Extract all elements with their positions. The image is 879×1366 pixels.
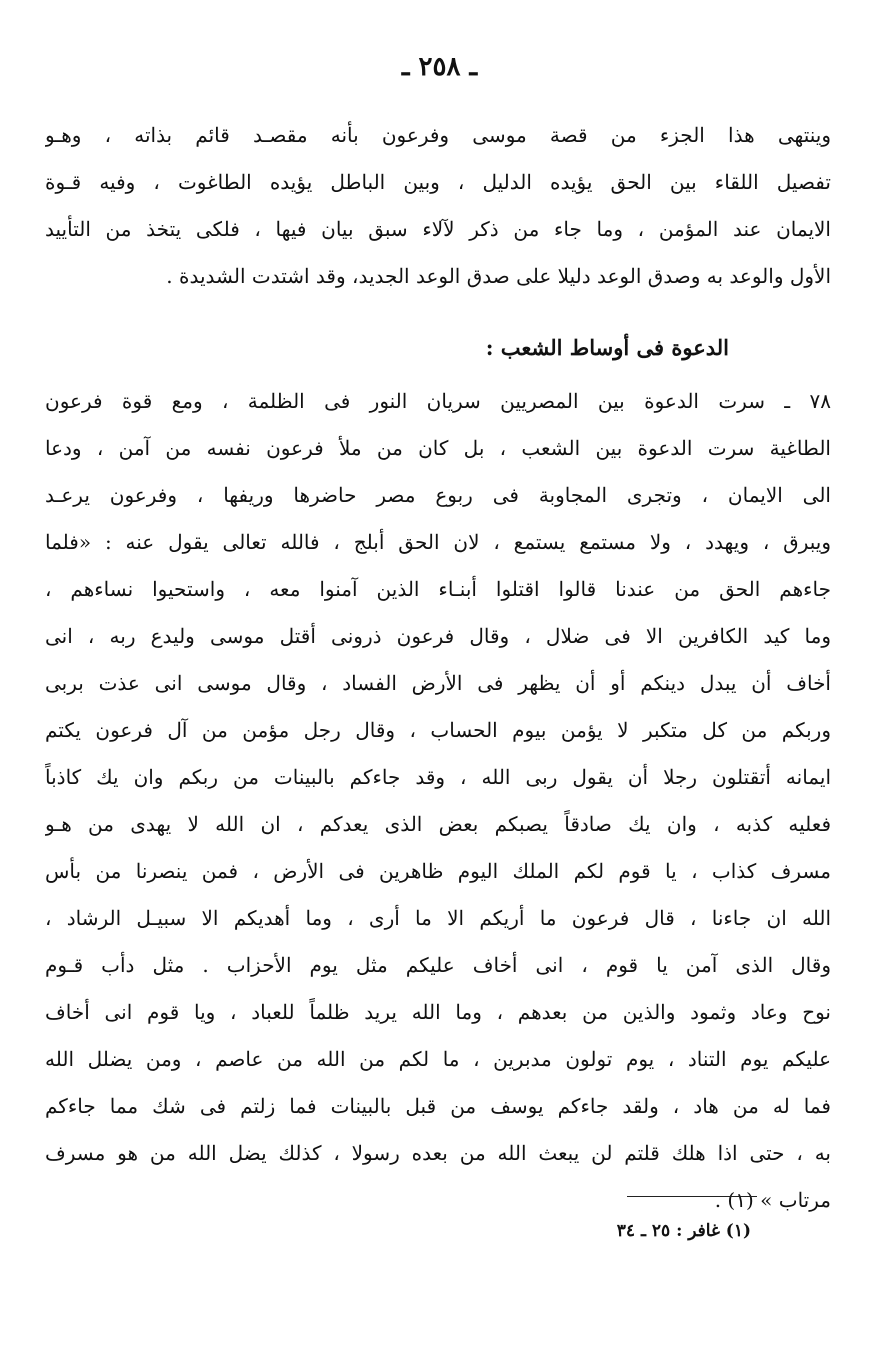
section-heading: الدعوة فى أوساط الشعب :: [485, 335, 729, 360]
paragraph-line: به ، حتى اذا هلك قلتم لن يبعث الله من بعده رسولا ، كذلك يضل الله من هو مسرف: [45, 1141, 831, 1165]
paragraph-line: ويبرق ، ويهدد ، ولا مستمع يستمع ، لان الحق أبلج ، فالله تعالى يقول عنه : «فلما: [45, 530, 831, 554]
paragraph-line: وما كيد الكافرين الا فى ضلال ، وقال فرعون ذرونى أقتل موسى وليدع ربه ، انى: [45, 624, 831, 648]
paragraph-line: الايمان عند المؤمن ، وما جاء من ذكر لآلاء سبق بيان فيها ، فلكى يتخذ من التأييد: [45, 217, 831, 241]
paragraph-line: نوح وعاد وثمود والذين من بعدهم ، وما الله يريد ظلماً للعباد ، ويا قوم انى أخاف: [45, 1000, 831, 1024]
footnote: (١) غافر : ٢٥ ـ ٣٤: [616, 1221, 751, 1241]
paragraph-line: ايمانه أتقتلون رجلا أن يقول ربى الله ، وقد جاءكم بالبينات من ربكم وان يك كاذباً: [45, 765, 831, 789]
paragraph-line: وينتهى هذا الجزء من قصة موسى وفرعون بأنه مقصـد قائم بذاته ، وهـو: [45, 123, 831, 147]
paragraph-line: فعليه كذبه ، وان يك صادقاً يصبكم بعض الذى يعدكم ، ان الله لا يهدى من هـو: [45, 812, 831, 836]
paragraph-line: أخاف أن يبدل دينكم أو أن يظهر فى الأرض الفساد ، وقال موسى انى عذت بربى: [45, 671, 831, 695]
paragraph-section-78: [45, 378, 831, 1224]
paragraph-line: وربكم من كل متكبر لا يؤمن بيوم الحساب ، وقال رجل مؤمن من آل فرعون يكتم: [45, 718, 831, 742]
footnote-separator: [627, 1196, 757, 1197]
paragraph-line: الى الايمان ، وتجرى المجاوبة فى ربوع مصر حاضرها وريفها ، وفرعون يرعـد: [45, 483, 831, 507]
paragraph-line: مسرف كذاب ، يا قوم لكم الملك اليوم ظاهرين فى الأرض ، فمن ينصرنا من بأس: [45, 859, 831, 883]
paragraph-line: الطاغية سرت الدعوة بين الشعب ، بل كان من ملأ فرعون نفسه من آمن ، ودعا: [45, 436, 831, 460]
paragraph-line: عليكم يوم التناد ، يوم تولون مدبرين ، ما لكم من الله من عاصم ، ومن يضلل الله: [45, 1047, 831, 1071]
paragraph-line: مرتاب » (١) .: [714, 1188, 831, 1212]
paragraph-line: تفصيل اللقاء بين الحق يؤيده الدليل ، وبين الباطل يؤيده الطاغوت ، وفيه قـوة: [45, 170, 831, 194]
paragraph-line: جاءهم الحق من عندنا قالوا اقتلوا أبنـاء الذين آمنوا معه ، واستحيوا نساءهم ،: [45, 577, 831, 601]
paragraph-line: ٧٨ ـ سرت الدعوة بين المصريين سريان النور فى الظلمة ، ومع قوة فرعون: [45, 389, 831, 413]
paragraph-intro: [45, 112, 831, 300]
page-number: ـ ٢٥٨ ـ: [401, 52, 478, 82]
paragraph-line: وقال الذى آمن يا قوم ، انى أخاف عليكم مثل يوم الأحزاب . مثل دأب قـوم: [45, 953, 831, 977]
paragraph-line: الله ان جاءنا ، قال فرعون ما أريكم الا ما أرى ، وما أهديكم الا سبيـل الرشاد ،: [45, 906, 831, 930]
paragraph-line: الأول والوعد به وصدق الوعد دليلا على صدق الوعد الجديد، وقد اشتدت الشديدة .: [166, 264, 831, 288]
paragraph-line: فما له من هاد ، ولقد جاءكم يوسف من قبل بالبينات فما زلتم فى شك مما جاءكم: [45, 1094, 831, 1118]
